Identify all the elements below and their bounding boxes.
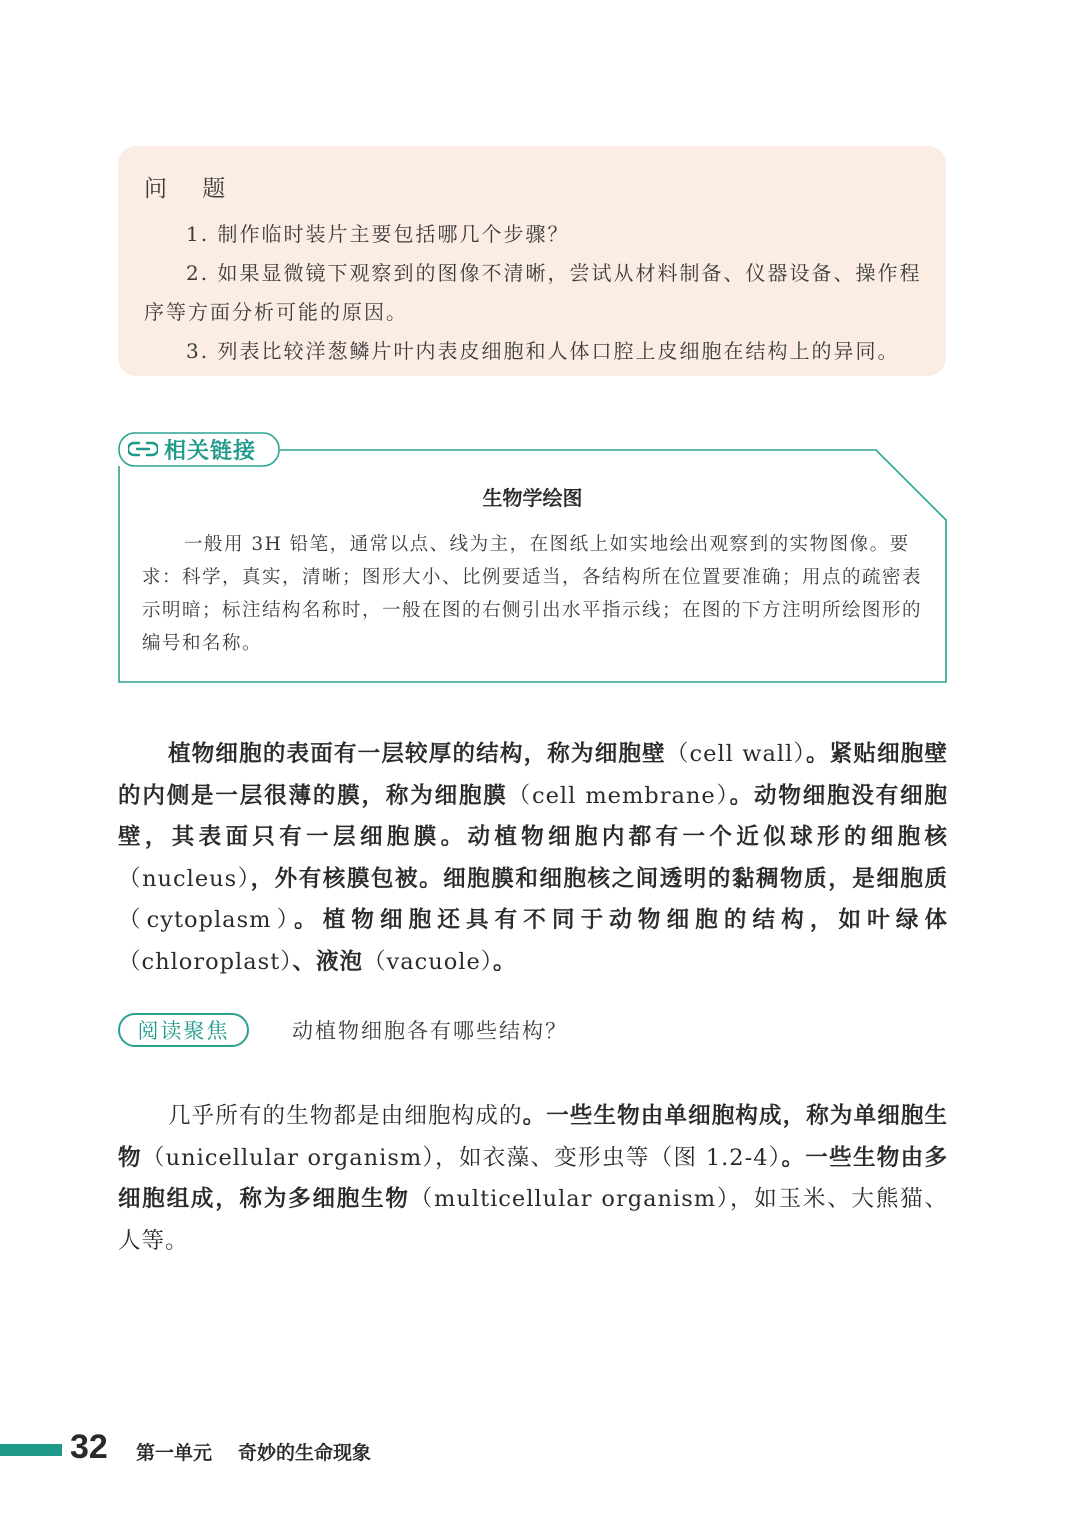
p1-text-1: 植物细胞的表面有一层较厚的结构，称为细胞壁 bbox=[168, 741, 666, 767]
p2-text-4: 。一些生物由多细胞组成，称为多细胞生物 bbox=[118, 1144, 948, 1212]
question-item-2: 2. 如果显微镜下观察到的图像不清晰，尝试从材料制备、仪器设备、操作程序等方面分析可能的原因。 bbox=[144, 261, 922, 324]
p1-text-6: 、液泡 bbox=[292, 948, 364, 975]
footer-unit: 第一单元 bbox=[136, 1442, 213, 1464]
question-box bbox=[118, 146, 946, 376]
related-link-box bbox=[118, 432, 947, 684]
p2-text-1: 几乎所有的生物都是由细胞构成的 bbox=[168, 1103, 523, 1129]
chain-link-icon bbox=[128, 440, 158, 458]
p1-text-7: 。 bbox=[493, 948, 517, 975]
paragraph-organisms bbox=[118, 1096, 948, 1262]
term-cytoplasm: （cytoplasm） bbox=[118, 907, 295, 933]
paragraph-cell-structures bbox=[118, 734, 948, 983]
p1-text-2: 。紧贴细胞壁的内侧是一层很薄的膜，称为细胞膜 bbox=[118, 741, 948, 809]
p2-text-2: 。一些生物由单细胞构成，称为单细胞生物 bbox=[118, 1103, 948, 1171]
term-chloroplast: （chloroplast） bbox=[118, 948, 293, 975]
term-cell-membrane: （cell membrane） bbox=[507, 782, 730, 809]
term-nucleus: （nucleus） bbox=[118, 865, 251, 892]
page-number: 32 bbox=[70, 1428, 108, 1466]
question-item-3: 3. 列表比较洋葱鳞片叶内表皮细胞和人体口腔上皮细胞在结构上的异同。 bbox=[186, 339, 900, 363]
reading-focus-question: 动植物细胞各有哪些结构？ bbox=[292, 1019, 568, 1043]
related-link-tab bbox=[118, 432, 280, 466]
related-link-label: 相关链接 bbox=[164, 438, 257, 464]
footer-chapter: 奇妙的生命现象 bbox=[238, 1442, 372, 1464]
p1-text-5: 。植物细胞还具有不同于动物细胞的结构，如叶绿体 bbox=[294, 907, 948, 933]
p2-text-3: （unicellular organism），如衣藻、变形虫等（图 1.2-4） bbox=[141, 1144, 782, 1171]
p2-text-5: （multicellular organism），如玉米、大熊猫、人等。 bbox=[118, 1186, 948, 1254]
p1-text-4: ，外有核膜包被。细胞膜和细胞核之间透明的黏稠物质，是细胞质 bbox=[250, 865, 948, 892]
reading-focus-badge: 阅读聚焦 bbox=[118, 1013, 249, 1047]
question-item-1: 1. 制作临时装片主要包括哪几个步骤？ bbox=[186, 222, 570, 246]
related-link-body: 一般用 3H 铅笔，通常以点、线为主，在图纸上如实地绘出观察到的实物图像。要求：科学，真实，清晰；图形大小、比例要适当，各结构所在位置要准确；用点的疏密表示明暗；标注结构名称时，一般在图的右侧引出水平指示线；在图的下方注明所绘图形的编号和名称。 bbox=[142, 534, 923, 654]
related-link-title: 生物学绘图 bbox=[482, 486, 583, 510]
question-title: 问 题 bbox=[144, 176, 240, 202]
p1-text-3: 。动物细胞没有细胞壁，其表面只有一层细胞膜。动植物细胞内都有一个近似球形的细胞核 bbox=[118, 782, 948, 850]
term-cell-wall: （cell wall） bbox=[665, 741, 806, 767]
footer-accent-bar bbox=[0, 1444, 62, 1456]
term-vacuole: （vacuole） bbox=[363, 948, 494, 975]
